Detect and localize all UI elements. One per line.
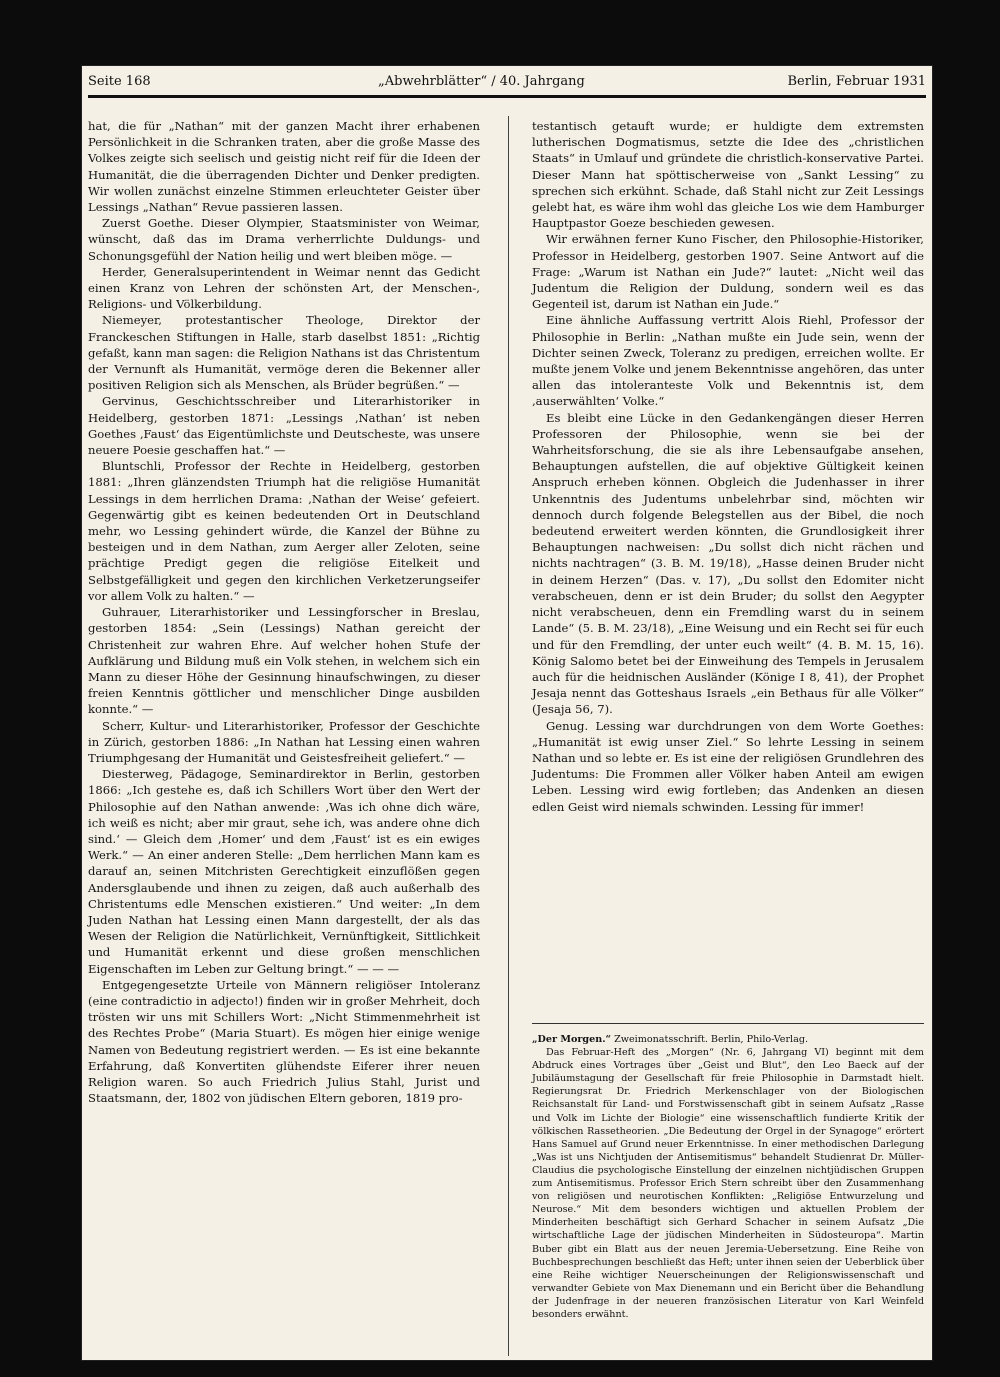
header-rule	[88, 95, 926, 98]
paragraph: Entgegengesetzte Urteile von Männern religiöser Intoleranz (eine contradictio in adjecto!) finden wir in großer Mehrheit, doch trösten wir uns mit Schillers Wort: „Nicht Stimmenmehrheit ist des Rechtes Probe“ (Maria Stuart). Es mögen hier einige wenige Namen von Bedeutung registriert werden. — Es ist eine bekannte Erfahrung, daß Konvertiten glühendste Eiferer ihrer neuen Religion waren. So auch Friedrich Julius Stahl, Jurist und Staatsmann, der, 1802 von jüdischen Eltern geboren, 1819 pro-	[88, 977, 480, 1106]
paragraph: Eine ähnliche Auffassung vertritt Alois Riehl, Professor der Philosophie in Berlin: „Nathan mußte ein Jude sein, wenn der Dichter seinen Zweck, Toleranz zu predigen, erreichen wollte. Er mußte jenem Volke und jenem Bekenntnisse angehören, das unter allen das intoleranteste Volk und Bekenntnis ist, dem ‚auserwählten‘ Volke.“	[532, 313, 924, 409]
paragraph: Gervinus, Geschichtsschreiber und Literarhistoriker in Heidelberg, gestorben 1871: „Lessings ‚Nathan‘ ist neben Goethes ‚Faust‘ das Eigentümlichste und Deutscheste, was unsere neuere Poesie geschaffen hat.“ —	[88, 394, 480, 458]
paragraph: Es bleibt eine Lücke in den Gedankengängen dieser Herren Professoren der Philosophie, wenn sie bei der Wahrheitsforschung, die sie als ihre Lebensaufgabe ansehen, Behauptungen aufstellen, die auf objektive Gültigkeit keinen Anspruch erheben können. Obgleich die Judenhasser in ihrer Unkenntnis des Judentums unbelehrbar sind, möchten wir dennoch durch folgende Belegstellen aus der Bibel, die noch bedeutend erweitert werden könnten, die Grundlosigkeit ihrer Behauptungen nachweisen: „Du sollst dich nicht rächen und nichts nachtragen“ (3. B. M. 19/18), „Hasse deinen Bruder nicht in deinem Herzen“ (Das. v. 17), „Du sollst den Edomiter nicht verabscheuen, denn er ist dein Bruder; du sollst den Aegypter nicht verabscheuen, denn ein Fremdling warst du in seinem Lande“ (5. B. M. 23/18), „Eine Weisung und ein Recht sei für euch und für den Fremdling, der unter euch weilt“ (4. B. M. 15, 16). König Salomo betet bei der Einweihung des Tempels in Jerusalem auch für die heidnischen Ausländer (Könige I 8, 41), der Prophet Jesaja nennt das Gotteshaus Israels „ein Bethaus für alle Völker“ (Jesaja 56, 7).	[532, 410, 924, 717]
paragraph: Herder, Generalsuperintendent in Weimar nennt das Gedicht einen Kranz von Lehren der schönsten Art, der Menschen-, Religions- und Völkerbildung.	[88, 264, 480, 312]
review-heading	[532, 1033, 924, 1046]
publication-title: „Abwehrblätter“ / 40. Jahrgang	[378, 74, 585, 89]
page-header	[88, 74, 926, 94]
paragraph: hat, die für „Nathan“ mit der ganzen Macht ihrer erhabenen Persönlichkeit in die Schranken traten, aber die große Masse des Volkes zeigte sich seelisch und geistig nicht reif für die Ideen der Humanität, die die überragenden Dichter und Denker predigten. Wir wollen zunächst einzelne Stimmen erleuchteter Geister über Lessings „Nathan“ Revue passieren lassen.	[88, 119, 480, 215]
paragraph: Diesterweg, Pädagoge, Seminardirektor in Berlin, gestorben 1866: „Ich gestehe es, daß ich Schillers Wort über den Wert der Philosophie auf den Nathan anwende: ‚Was ich ohne dich wäre, ich weiß es nicht; aber mir graut, sehe ich, was andere ohne dich sind.‘ — Gleich dem ‚Homer‘ und dem ‚Faust‘ ist es ein ewiges Werk.“ — An einer anderen Stelle: „Dem herrlichen Mann kam es darauf an, seinen Mitchristen Gerechtigkeit einzuflößen gegen Andersglaubende und ihnen zu zeigen, daß auch außerhalb des Christentums edle Menschen existieren.“ Und weiter: „In dem Juden Nathan hat Lessing einen Mann dargestellt, der als das Wesen der Religion die Natürlichkeit, Vernünftigkeit, Sittlichkeit und Humanität erkennt und diese großen menschlichen Eigenschaften im Leben zur Geltung bringt.“ — — —	[88, 767, 480, 976]
paragraph: Zuerst Goethe. Dieser Olympier, Staatsminister von Weimar, wünscht, daß das im Drama verherrlichte Duldungs- und Schonungsgefühl der Nation heilig und wert bleiben möge. —	[88, 216, 480, 263]
review-separator	[532, 1023, 924, 1024]
right-column	[532, 118, 924, 815]
paragraph: Bluntschli, Professor der Rechte in Heidelberg, gestorben 1881: „Ihren glänzendsten Triumph hat die religiöse Humanität Lessings in dem herrlichen Drama: ‚Nathan der Weise‘ gefeiert. Gegenwärtig gibt es keinen bedeutenden Ort in Deutschland mehr, wo Lessing gehindert würde, die Kanzel der Bühne zu besteigen und in dem Nathan, zum Aerger aller Zeloten, seine prächtige Predigt gegen die religiöse Eitelkeit und Selbstgefälligkeit und gegen den kirchlichen Verketzerungseifer vor allem Volk zu halten.“ —	[88, 459, 480, 603]
review-subtitle: Zweimonatsschrift. Berlin, Philo-Verlag.	[611, 1034, 809, 1045]
paragraph: Guhrauer, Literarhistoriker und Lessingforscher in Breslau, gestorben 1854: „Sein (Lessings) Nathan gereicht der Christenheit zur wahren Ehre. Auf welcher hohen Stufe der Aufklärung und Bildung muß ein Volk stehen, in welchem sich ein Mann zu dieser Höhe der Gesinnung hinaufschwingen, zu dieser freien Kenntnis göttlicher und menschlicher Dinge ausbilden konnte.“ —	[88, 605, 480, 717]
review-body: Das Februar-Heft des „Morgen“ (Nr. 6, Jahrgang VI) beginnt mit dem Abdruck eines Vortrages über „Geist und Blut“, den Leo Baeck auf der Jubiläumstagung der Gesellschaft für freie Philosophie in Darmstadt hielt. Regierungsrat Dr. Friedrich Merkenschlager von der Biologischen Reichsanstalt für Land- und Forstwissenschaft gibt in seinem Aufsatz „Rasse und Volk im Lichte der Biologie“ eine wissenschaftlich fundierte Kritik der völkischen Rassetheorien. „Die Bedeutung der Orgel in der Synagoge“ erörtert Hans Samuel auf Grund neuer Erkenntnisse. In einer methodischen Darlegung „Was ist uns Nichtjuden der Antisemitismus“ behandelt Studienrat Dr. Müller-Claudius die psychologische Einstellung der einzelnen nichtjüdischen Gruppen zum Antisemitismus. Professor Erich Stern schreibt über den Zusammenhang von religiösen und neurotischen Konflikten: „Religiöse Entwurzelung und Neurose.“ Mit dem besonders wichtigen und aktuellen Problem der Minderheiten beschäftigt sich Gerhard Schacher in seinem Aufsatz „Die wirtschaftliche Lage der jüdischen Minderheiten in Südosteuropa“. Martin Buber gibt ein Blatt aus der neuen Jeremia-Uebersetzung. Eine Reihe von Buchbesprechungen beschließt das Heft; unter ihnen seien der Ueberblick über eine Reihe wichtiger Neuerscheinungen der Religionswissenschaft und verwandter Gebiete von Max Dienemann und ein Bericht über die Behandlung der Judenfrage in der neueren französischen Literatur von Karl Weinfeld besonders erwähnt.	[532, 1047, 924, 1320]
paragraph: Wir erwähnen ferner Kuno Fischer, den Philosophie-Historiker, Professor in Heidelberg, gestorben 1907. Seine Antwort auf die Frage: „Warum ist Nathan ein Jude?“ lautet: „Nicht weil das Judentum die Religion der Duldung, sondern weil es das Gegenteil ist, darum ist Nathan ein Jude.“	[532, 232, 924, 312]
page-number: Seite 168	[88, 74, 151, 89]
column-divider	[508, 116, 509, 1356]
newspaper-page	[82, 66, 932, 1360]
issue-date: Berlin, Februar 1931	[787, 74, 926, 89]
paragraph: Genug. Lessing war durchdrungen von dem Worte Goethes: „Humanität ist ewig unser Ziel.“ So lehrte Lessing in seinem Nathan und so lebte er. Es ist eine der religiösen Grundlehren des Judentums: Die Frommen aller Völker haben Anteil am ewigen Leben. Lessing wird ewig fortleben; das Andenken an diesen edlen Geist wird niemals schwinden. Lessing für immer!	[532, 718, 924, 814]
left-column	[88, 118, 480, 1106]
paragraph: Scherr, Kultur- und Literarhistoriker, Professor der Geschichte in Zürich, gestorben 1886: „In Nathan hat Lessing einen wahren Triumphgesang der Humanität und Geistesfreiheit geliefert.“ —	[88, 718, 480, 765]
paragraph: Niemeyer, protestantischer Theologe, Direktor der Franckeschen Stiftungen in Halle, starb daselbst 1851: „Richtig gefaßt, kann man sagen: die Religion Nathans ist das Christentum der Vernunft als Humanität, vermöge deren die Bekenner aller positiven Religion sich als Menschen, als Brüder begrüßen.“ —	[88, 313, 480, 393]
review-title: „Der Morgen.“	[532, 1034, 612, 1045]
review-section	[532, 1033, 924, 1321]
paragraph: testantisch getauft wurde; er huldigte dem extremsten lutherischen Dogmatismus, setzte die Idee des „christlichen Staats“ in Umlauf und gründete die christlich-konservative Partei. Dieser Mann hat spöttischerweise von „Sankt Lessing“ zu sprechen sich erkühnt. Schade, daß Stahl nicht zur Zeit Lessings gelebt hat, es wäre ihm wohl das gleiche Los wie dem Hamburger Hauptpastor Goeze beschieden gewesen.	[532, 119, 924, 231]
